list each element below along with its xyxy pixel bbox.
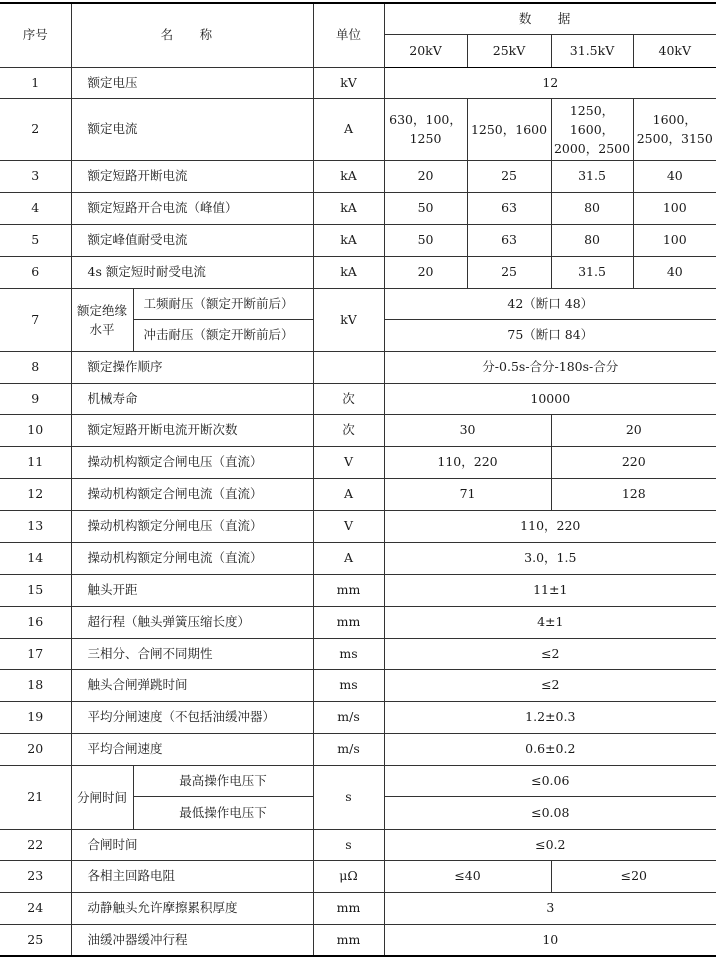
spec-table [0, 2, 716, 957]
row-no: 14 [0, 542, 71, 574]
row-no: 21 [0, 765, 71, 829]
row-no: 12 [0, 478, 71, 510]
table-row [0, 192, 716, 224]
row-name: 合闸时间 [71, 829, 313, 860]
row-value-25kv: 63 [467, 192, 551, 224]
row-value: 分-0.5s-合分-180s-合分 [384, 351, 716, 383]
row-value-25kv: 63 [467, 224, 551, 256]
header-name-text: 名 称 [160, 27, 224, 43]
row-value: 110，220 [384, 510, 716, 542]
table-row [0, 638, 716, 669]
row-no: 11 [0, 446, 71, 478]
row-unit: m/s [313, 701, 384, 733]
table-row [0, 542, 716, 574]
row-no: 3 [0, 160, 71, 192]
row-value-25kv: 25 [467, 256, 551, 288]
row-no: 22 [0, 829, 71, 860]
row-value: 10 [384, 924, 716, 956]
table-row [0, 351, 716, 383]
row-unit: ms [313, 669, 384, 701]
table-row [0, 288, 716, 319]
row-value-31-5kv: 80 [551, 224, 633, 256]
row-no: 23 [0, 860, 71, 892]
table-row [0, 256, 716, 288]
row-no: 4 [0, 192, 71, 224]
row-value-high: 20 [551, 414, 716, 446]
row-value-40kv: 40 [633, 160, 716, 192]
header-row [0, 3, 716, 34]
row-value: 3.0，1.5 [384, 542, 716, 574]
header-col-20kv: 20kV [384, 34, 467, 67]
row-value-31-5kv: 31.5 [551, 256, 633, 288]
row-name: 4s 额定短时耐受电流 [71, 256, 313, 288]
row-value-20kv: 50 [384, 192, 467, 224]
row-name: 额定短路开断电流开断次数 [71, 414, 313, 446]
row-group-label: 额定绝缘水平 [71, 288, 133, 351]
row-subname: 冲击耐压（额定开断前后） [133, 319, 313, 351]
header-data-text: 数 据 [518, 10, 582, 26]
header-name [71, 3, 313, 67]
row-value-high: 128 [551, 478, 716, 510]
row-value-40kv: 100 [633, 224, 716, 256]
row-no: 9 [0, 383, 71, 414]
header-col-40kv: 40kV [633, 34, 716, 67]
row-value-20kv: 20 [384, 160, 467, 192]
row-name: 超行程（触头弹簧压缩长度） [71, 606, 313, 638]
header-col-31-5kv: 31.5kV [551, 34, 633, 67]
row-unit: mm [313, 892, 384, 924]
row-value-high: 220 [551, 446, 716, 478]
row-unit: kA [313, 160, 384, 192]
row-name: 平均分闸速度（不包括油缓冲器） [71, 701, 313, 733]
row-value-31-5kv: 31.5 [551, 160, 633, 192]
row-name: 额定电压 [71, 67, 313, 98]
row-no: 6 [0, 256, 71, 288]
row-value-31-5kv: 1250，1600，2000，2500 [551, 98, 633, 160]
row-name: 动静触头允许摩擦累积厚度 [71, 892, 313, 924]
table-row [0, 606, 716, 638]
row-unit: 次 [313, 414, 384, 446]
row-value: 11±1 [384, 574, 716, 606]
table-row [0, 383, 716, 414]
row-value: ≤2 [384, 669, 716, 701]
row-no: 8 [0, 351, 71, 383]
row-name: 油缓冲器缓冲行程 [71, 924, 313, 956]
row-no: 24 [0, 892, 71, 924]
row-unit: kA [313, 256, 384, 288]
row-name: 机械寿命 [71, 383, 313, 414]
table-row [0, 67, 716, 98]
row-no: 13 [0, 510, 71, 542]
table-row [0, 701, 716, 733]
header-data [384, 3, 716, 34]
row-value: 10000 [384, 383, 716, 414]
row-subname: 工频耐压（额定开断前后） [133, 288, 313, 319]
row-name: 额定短路开合电流（峰值） [71, 192, 313, 224]
row-unit: kV [313, 288, 384, 351]
row-value-40kv: 1600，2500，3150 [633, 98, 716, 160]
row-value: 1.2±0.3 [384, 701, 716, 733]
row-name: 操动机构额定合闸电流（直流） [71, 478, 313, 510]
table-row [0, 669, 716, 701]
row-value-20kv: 50 [384, 224, 467, 256]
table-row [0, 478, 716, 510]
row-value-25kv: 1250，1600 [467, 98, 551, 160]
table-row [0, 892, 716, 924]
row-unit: mm [313, 606, 384, 638]
table-row [0, 829, 716, 860]
row-unit: 次 [313, 383, 384, 414]
row-value-high: ≤20 [551, 860, 716, 892]
row-name: 操动机构额定分闸电压（直流） [71, 510, 313, 542]
row-no: 10 [0, 414, 71, 446]
row-subname: 最高操作电压下 [133, 765, 313, 796]
row-value-40kv: 40 [633, 256, 716, 288]
row-name: 触头合闸弹跳时间 [71, 669, 313, 701]
row-value: 4±1 [384, 606, 716, 638]
row-no: 15 [0, 574, 71, 606]
row-unit: kA [313, 224, 384, 256]
row-value-20kv: 20 [384, 256, 467, 288]
row-name: 平均合闸速度 [71, 733, 313, 765]
row-value: 3 [384, 892, 716, 924]
row-unit: mm [313, 924, 384, 956]
row-unit: ms [313, 638, 384, 669]
table-row [0, 510, 716, 542]
row-unit: V [313, 510, 384, 542]
row-subname: 最低操作电压下 [133, 796, 313, 829]
row-value-40kv: 100 [633, 192, 716, 224]
row-name: 额定操作顺序 [71, 351, 313, 383]
row-name: 三相分、合闸不同期性 [71, 638, 313, 669]
row-no: 20 [0, 733, 71, 765]
header-col-25kv: 25kV [467, 34, 551, 67]
row-value: ≤0.08 [384, 796, 716, 829]
row-unit: A [313, 98, 384, 160]
row-value: ≤0.2 [384, 829, 716, 860]
row-no: 19 [0, 701, 71, 733]
table-row [0, 224, 716, 256]
row-value-low: ≤40 [384, 860, 551, 892]
row-no: 16 [0, 606, 71, 638]
row-name: 触头开距 [71, 574, 313, 606]
row-name: 操动机构额定分闸电流（直流） [71, 542, 313, 574]
row-name: 额定短路开断电流 [71, 160, 313, 192]
row-value-low: 110，220 [384, 446, 551, 478]
row-name: 额定峰值耐受电流 [71, 224, 313, 256]
row-name: 操动机构额定合闸电压（直流） [71, 446, 313, 478]
table-row [0, 924, 716, 956]
row-unit: μΩ [313, 860, 384, 892]
row-unit: A [313, 542, 384, 574]
table-row [0, 446, 716, 478]
row-no: 18 [0, 669, 71, 701]
table-row [0, 574, 716, 606]
row-no: 5 [0, 224, 71, 256]
row-value: 75（断口 84） [384, 319, 716, 351]
table-row [0, 733, 716, 765]
row-unit: s [313, 765, 384, 829]
row-name: 各相主回路电阻 [71, 860, 313, 892]
row-name: 额定电流 [71, 98, 313, 160]
row-unit: V [313, 446, 384, 478]
row-no: 17 [0, 638, 71, 669]
header-no: 序号 [0, 3, 71, 67]
row-value-31-5kv: 80 [551, 192, 633, 224]
table-row [0, 414, 716, 446]
row-group-label: 分闸时间 [71, 765, 133, 829]
row-value: 12 [384, 67, 716, 98]
row-value: 42（断口 48） [384, 288, 716, 319]
row-unit [313, 351, 384, 383]
header-unit: 单位 [313, 3, 384, 67]
row-no: 7 [0, 288, 71, 351]
row-unit: kV [313, 67, 384, 98]
row-unit: kA [313, 192, 384, 224]
table-row [0, 765, 716, 796]
row-value: ≤2 [384, 638, 716, 669]
row-value-25kv: 25 [467, 160, 551, 192]
row-unit: m/s [313, 733, 384, 765]
row-no: 1 [0, 67, 71, 98]
row-unit: mm [313, 574, 384, 606]
row-value-low: 30 [384, 414, 551, 446]
row-unit: s [313, 829, 384, 860]
row-value: ≤0.06 [384, 765, 716, 796]
row-no: 25 [0, 924, 71, 956]
row-value-low: 71 [384, 478, 551, 510]
row-value-20kv: 630，100，1250 [384, 98, 467, 160]
row-no: 2 [0, 98, 71, 160]
row-unit: A [313, 478, 384, 510]
table-row [0, 860, 716, 892]
table-row [0, 160, 716, 192]
row-value: 0.6±0.2 [384, 733, 716, 765]
table-row [0, 98, 716, 160]
